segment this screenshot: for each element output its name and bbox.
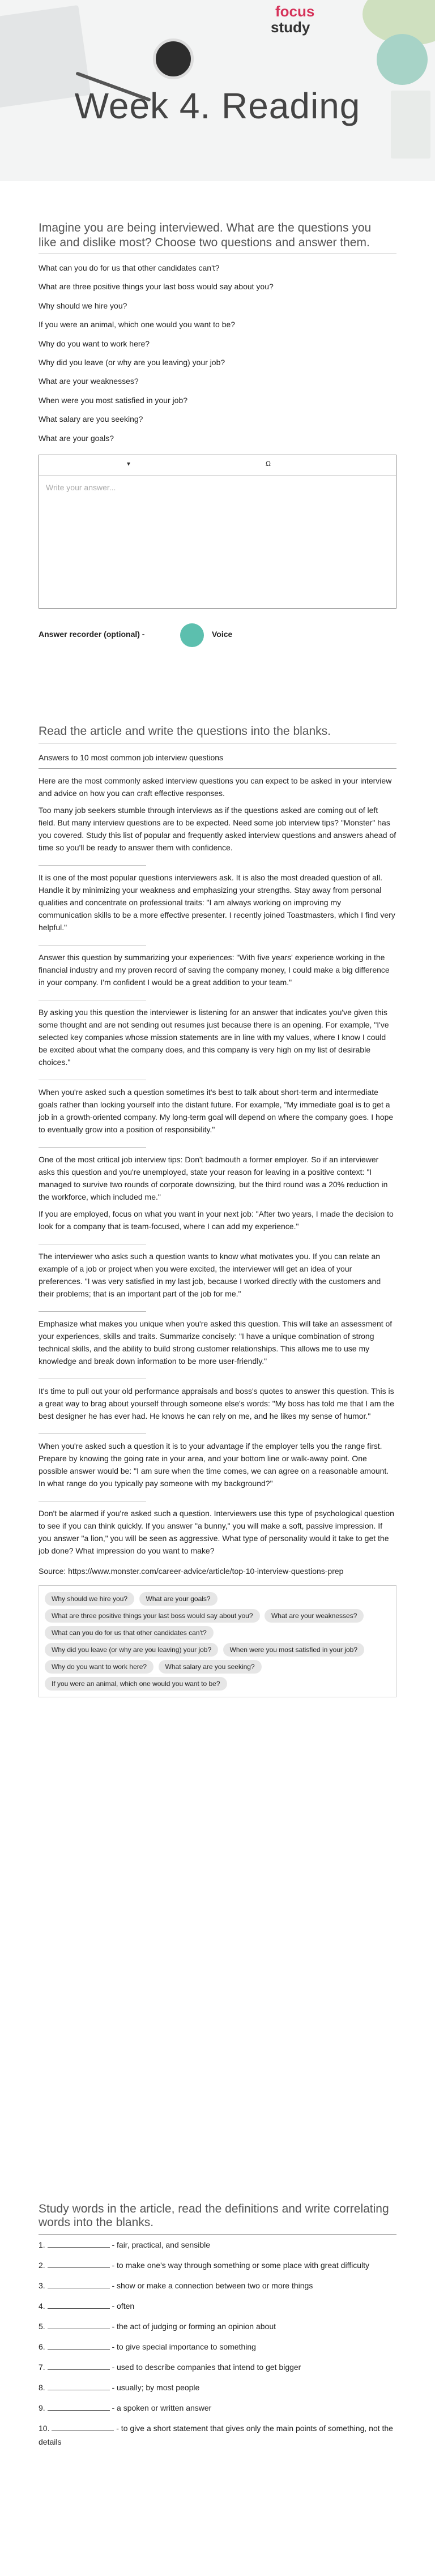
answer-recorder (39, 621, 396, 649)
article-title: Answers to 10 most common job interview questions (39, 753, 224, 762)
word-blank[interactable] (48, 2341, 110, 2350)
question-chip[interactable]: Why do you want to work here? (45, 1660, 153, 1674)
article (39, 751, 396, 1577)
recorder-label: Answer recorder (optional) - (39, 630, 145, 639)
definition: - to give a short statement that gives only the main points of something, not the details (39, 2424, 393, 2446)
word-blank[interactable] (48, 2321, 110, 2329)
article-paragraph: One of the most critical job interview tips: Don't badmouth a former employer. So if an interviewer asks this question and you're unemployed, state your reason for leaving in a positive context: "I managed to survive two rounds of corporate downsizing, but the third round was a 20% reduction in the workforce, which included me." (39, 1155, 388, 1201)
item-number: 8. (39, 2383, 45, 2392)
answer-input[interactable]: Write your answer... (46, 483, 116, 493)
item-number: 7. (39, 2363, 45, 2372)
teapot-decoration (377, 34, 428, 85)
article-paragraph: Too many job seekers stumble through interviews as if the questions asked are coming out of left field. But many interview questions are to be expected. Need some job interview tips? "Monster" has you covered. Study this list of popular and frequently asked interview questions and answers ahead of time so you'll be ready to answer them with confidence. (39, 806, 396, 852)
definition: - usually; by most people (112, 2383, 200, 2392)
definition: - to make one's way through something or some place with great difficulty (112, 2261, 369, 2270)
task1-card (22, 221, 413, 798)
dropdown-arrow-icon[interactable]: ▾ (127, 460, 131, 468)
list-item (39, 2381, 396, 2394)
definition: - a spoken or written answer (112, 2403, 212, 2412)
list-item (39, 2401, 396, 2415)
question-chip[interactable]: If you were an animal, which one would you want to be? (45, 1677, 227, 1691)
word-blank[interactable] (48, 2239, 110, 2248)
item-number: 6. (39, 2342, 45, 2351)
article-paragraph: By asking you this question the interviewer is listening for an answer that indicates you've given this some thought and are not sending out resumes just because there is an opening. For example, "I've selected key companies whose mission statements are in line with my values, where I know I could be excited about what the company does, and this company is very high on my list of desirable choices." (39, 1008, 389, 1067)
list-item: What are your weaknesses? (39, 376, 139, 386)
question-blank[interactable] (39, 1311, 146, 1312)
article-paragraph: If you are employed, focus on what you want in your next job: "After two years, I made the decision to look for a company that is team-focused, where I can add my experience." (39, 1209, 394, 1231)
question-chip[interactable]: Why did you leave (or why are you leaving) your job? (45, 1643, 218, 1657)
word-blank[interactable] (48, 2300, 110, 2309)
definition: - fair, practical, and sensible (112, 2240, 210, 2249)
answer-bank (39, 1585, 396, 1697)
list-item: If you were an animal, which one would you want to be? (39, 320, 236, 330)
list-item (39, 2320, 396, 2333)
article-paragraph: It is one of the most popular questions interviewers ask. It is also the most dreaded question of all. Handle it by minimizing your weakness and emphasizing your strengths. Stay away from personal qualities and concentrate on professional traits: "I am always working on improving my communication skills to be a more effective presenter. I recently joined Toastmasters, which I find very helpful." (39, 873, 395, 932)
list-item (39, 2258, 396, 2272)
list-item: What salary are you seeking? (39, 414, 143, 424)
task3-heading: Study words in the article, read the definitions and write correlating words into the blanks. (39, 2202, 389, 2229)
question-chip[interactable]: When were you most satisfied in your job? (223, 1643, 364, 1657)
list-item: What are three positive things your last boss would say about you? (39, 282, 274, 292)
word-blank[interactable] (48, 2361, 110, 2370)
item-number: 9. (39, 2403, 45, 2412)
article-paragraph: When you're asked such a question sometimes it's best to talk about short-term and intermediate goals rather than locking yourself into the distant future. For example, "My immediate goal is to get a job in a growth-oriented company. My long-term goal will depend on where the company goes. I hope to eventually grow into a position of responsibility." (39, 1088, 394, 1134)
definition: - the act of judging or forming an opinion about (112, 2322, 276, 2331)
article-paragraph: Don't be alarmed if you're asked such a question. Interviewers use this type of psychological question to see if you can think quickly. If you answer "a bunny," you will make a soft, passive impression. If you answer "a lion," you will be seen as aggressive. What type of personality would it take to get the job done? What impression do you want to make? (39, 1509, 394, 1555)
item-number: 5. (39, 2322, 45, 2331)
list-item: Why should we hire you? (39, 301, 127, 310)
format-icon[interactable]: Ω (266, 460, 271, 468)
word-blank[interactable] (48, 2280, 110, 2288)
list-item (39, 2421, 396, 2449)
list-item: When were you most satisfied in your job? (39, 395, 188, 405)
question-chip[interactable]: What salary are you seeking? (159, 1660, 262, 1674)
article-paragraph: It's time to pull out your old performance appraisals and boss's quotes to answer this question. This is a great way to brag about yourself through someone else's words: "My boss has told me that I am the best designer he has ever had. He knows he can rely on me, and he likes my sense of humor." (39, 1387, 394, 1420)
vocabulary-list (39, 2238, 396, 2449)
list-item (39, 2279, 396, 2292)
page-title: Week 4. Reading (74, 85, 361, 126)
task2-card (22, 725, 413, 2140)
question-chip[interactable]: What are three positive things your last boss would say about you? (45, 1609, 260, 1623)
list-item (39, 2340, 396, 2354)
question-chip[interactable]: What can you do for us that other candidates can't? (45, 1626, 214, 1640)
definition: - often (112, 2301, 135, 2310)
list-item (39, 2238, 396, 2252)
logo-line2: study (271, 19, 310, 36)
task1-heading: Imagine you are being interviewed. What are the questions you like and dislike most? Choose two questions and answer them. (39, 221, 372, 249)
question-blank[interactable] (39, 1147, 146, 1148)
word-blank[interactable] (48, 2382, 110, 2390)
source-line: Source: https://www.monster.com/career-advice/article/top-10-interview-questions-prep (39, 1567, 344, 1576)
article-paragraph: Answer this question by summarizing your experiences: "With five years' experience working in the financial industry and my proven record of saving the company money, I could make a big difference in your company. I'm confident I would be a great addition to your team." (39, 953, 390, 987)
article-paragraph: The interviewer who asks such a question wants to know what motivates you. If you can relate an example of a job or project when you were excited, the interviewer will get an idea of your preferences. "I was very satisfied in my last job, because I worked directly with the customers and their problems; that is an important part of the job for me." (39, 1252, 381, 1298)
word-blank[interactable] (48, 2260, 110, 2268)
definition: - to give special importance to something (112, 2342, 256, 2351)
divider (39, 2234, 396, 2235)
word-blank[interactable] (52, 2423, 114, 2431)
definition: - used to describe companies that intend to get bigger (112, 2363, 301, 2372)
item-number: 1. (39, 2240, 45, 2249)
question-list (39, 259, 396, 448)
definition: - show or make a connection between two or more things (112, 2281, 313, 2290)
editor-toolbar (39, 455, 396, 476)
word-blank[interactable] (48, 2402, 110, 2411)
question-blank[interactable] (39, 865, 146, 866)
coffee-cup-decoration (153, 38, 194, 79)
question-chip[interactable]: Why should we hire you? (45, 1592, 134, 1606)
list-item (39, 2360, 396, 2374)
article-paragraph: Here are the most commonly asked interview questions you can expect to be asked in your interview and advice on how you can craft effective responses. (39, 776, 392, 798)
list-item: Why did you leave (or why are you leaving) your job? (39, 358, 225, 367)
list-item: What can you do for us that other candidates can't? (39, 263, 220, 272)
record-button[interactable] (180, 623, 204, 647)
task2-heading: Read the article and write the questions into the blanks. (39, 725, 331, 738)
item-number: 2. (39, 2261, 45, 2270)
question-chip[interactable]: What are your goals? (139, 1592, 218, 1606)
item-number: 3. (39, 2281, 45, 2290)
voice-label: Voice (212, 630, 233, 639)
hero-banner (0, 0, 435, 181)
answer-editor[interactable] (39, 455, 396, 609)
logo-line1: focus (275, 3, 315, 20)
list-item: Why do you want to work here? (39, 339, 150, 348)
brand-logo (271, 3, 314, 35)
list-item: What are your goals? (39, 433, 114, 443)
question-chip[interactable]: What are your weaknesses? (265, 1609, 364, 1623)
divider (39, 768, 396, 769)
article-paragraph: When you're asked such a question it is to your advantage if the employer tells you the range first. Prepare by knowing the going rate in your area, and your bottom line or walk-away point. One possible answer would be: "I am sure when the time comes, we can agree on a reasonable amount. In what range do you typically pay someone with my background?" (39, 1441, 389, 1488)
item-number: 10. (39, 2424, 50, 2433)
item-number: 4. (39, 2301, 45, 2310)
article-paragraph: Emphasize what makes you unique when you're asked this question. This will take an assessment of your experiences, skills and traits. Summarize concisely: "I have a unique combination of strong technical skills, and the ability to build strong customer relationships. This allows me to use my knowledge and break down information to be more user-friendly." (39, 1319, 393, 1366)
list-item (39, 2299, 396, 2313)
task3-card (22, 2202, 413, 2565)
